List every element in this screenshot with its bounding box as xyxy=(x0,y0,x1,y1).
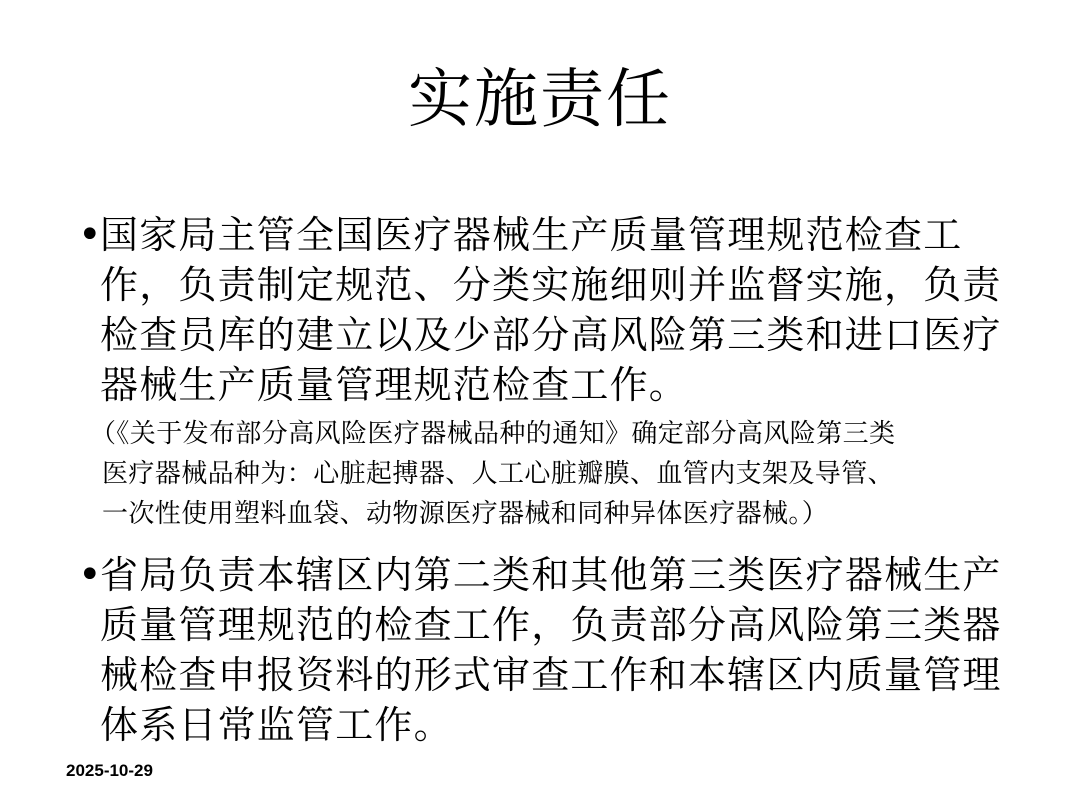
bullet-text-2: 省局负责本辖区内第二类和其他第三类医疗器械生产质量管理规范的检查工作，负责部分高风险第三类器械检查申报资料的形式审查工作和本辖区内质量管理体系日常监管工作。 xyxy=(100,553,1002,747)
note-line-2: 医疗器械品种为：心脏起搏器、人工心脏瓣膜、血管内支架及导管、 xyxy=(102,459,895,489)
note-line-1: （《关于发布部分高风险医疗器械品种的通知》确定部分高风险第三类 xyxy=(90,419,896,449)
note-line-3: 一次性使用塑料血袋、动物源医疗器械和同种异体医疗器械。） xyxy=(102,499,829,529)
bullet-icon: • xyxy=(78,552,102,598)
bullet-text-1: 国家局主管全国医疗器械生产质量管理规范检查工作，负责制定规范、分类实施细则并监督实施，负责检查员库的建立以及少部分高风险第三类和进口医疗器械生产质量管理规范检查工作。 xyxy=(100,213,1002,407)
note-parenthetical xyxy=(90,414,1020,534)
bullet-icon: • xyxy=(78,212,102,258)
bullet-item-2 xyxy=(78,550,1028,750)
footer-date: 2025-10-29 xyxy=(66,761,153,780)
slide-title: 实施责任 xyxy=(408,63,672,137)
bullet-item-1 xyxy=(78,210,1028,410)
